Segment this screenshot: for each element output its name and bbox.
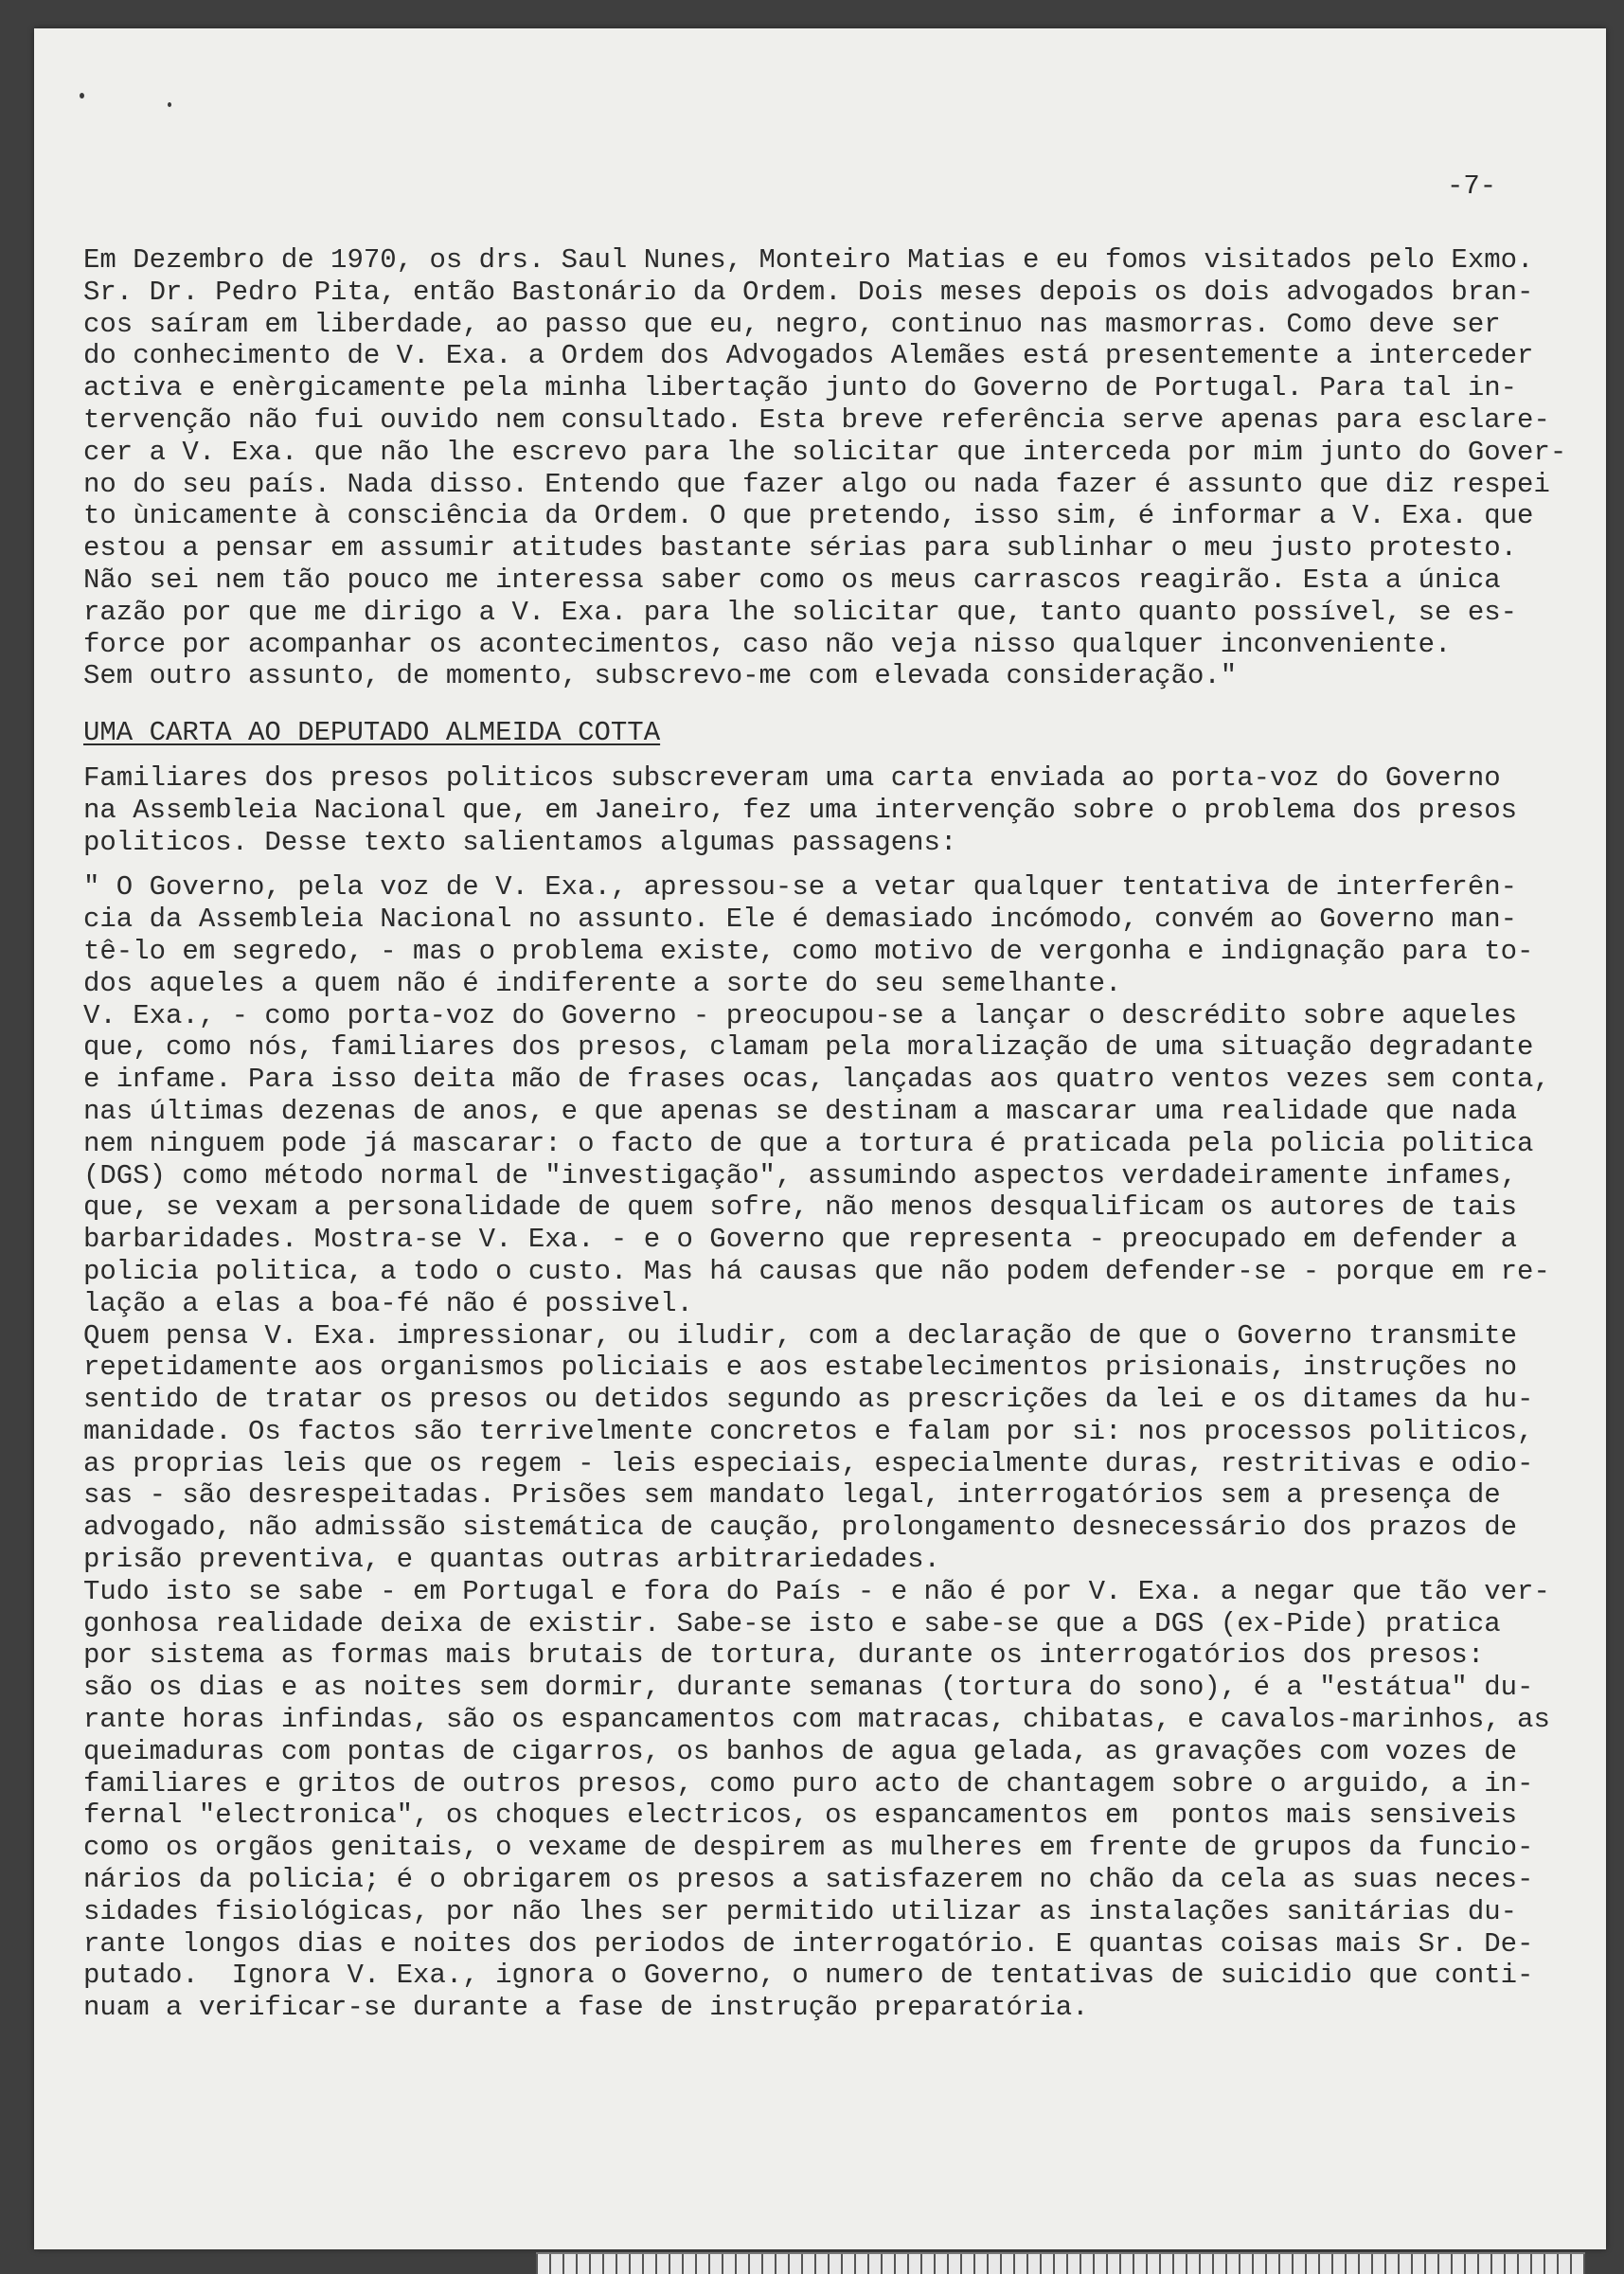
- text-line: sidades fisiológicas, por não lhes ser permitido utilizar as instalações sanitárias du-: [83, 1895, 1518, 1927]
- document-body: [83, 244, 1598, 2024]
- text-line: razão por que me dirigo a V. Exa. para lhe solicitar que, tanto quanto possível, se es-: [83, 596, 1518, 628]
- text-line: na Assembleia Nacional que, em Janeiro, fez uma intervenção sobre o problema dos presos: [83, 794, 1518, 826]
- text-line: repetidamente aos organismos policiais e aos estabelecimentos prisionais, instruções no: [83, 1352, 1518, 1384]
- text-line: force por acompanhar os acontecimentos, caso não veja nisso qualquer inconveniente.: [83, 628, 1452, 660]
- text-line: por sistema as formas mais brutais de tortura, durante os interrogatórios dos presos:: [83, 1639, 1485, 1672]
- text-line: sentido de tratar os presos ou detidos segundo as prescrições da lei e os ditames da hu-: [83, 1384, 1534, 1416]
- page-number: -7-: [1447, 170, 1497, 202]
- text-line: prisão preventiva, e quantas outras arbitrariedades.: [83, 1544, 940, 1576]
- text-line: advogado, não admissão sistemática de caução, prolongamento desnecessário dos prazos de: [83, 1512, 1518, 1544]
- text-line: nários da policia; é o obrigarem os presos a satisfazerem no chão da cela as suas neces-: [83, 1864, 1534, 1896]
- text-line: nas últimas dezenas de anos, e que apenas se destinam a mascarar uma realidade que nada: [83, 1095, 1518, 1127]
- text-line: cia da Assembleia Nacional no assunto. Ele é demasiado incómodo, convém ao Governo man-: [83, 904, 1518, 936]
- quoted-letter: [83, 871, 1598, 2024]
- text-line: nem ninguem pode já mascarar: o facto de que a tortura é praticada pela policia politica: [83, 1127, 1534, 1159]
- text-line: Em Dezembro de 1970, os drs. Saul Nunes, Monteiro Matias e eu fomos visitados pelo Exmo.: [83, 244, 1534, 276]
- text-line: tê-lo em segredo, - mas o problema existe, como motivo de vergonha e indignação para to-: [83, 935, 1534, 967]
- text-line: como os orgãos genitais, o vexame de despirem as mulheres em frente de grupos da funcio-: [83, 1832, 1534, 1864]
- scan-ruler: [536, 2252, 1585, 2274]
- text-line: que, como nós, familiares dos presos, clamam pela moralização de uma situação degradante: [83, 1031, 1534, 1064]
- text-line: Sem outro assunto, de momento, subscrevo-me com elevada consideração.": [83, 660, 1238, 692]
- text-line: Sr. Dr. Pedro Pita, então Bastonário da Ordem. Dois meses depois os dois advogados bran-: [83, 276, 1534, 308]
- paragraph-letter-end: [83, 244, 1598, 692]
- text-line: são os dias e as noites sem dormir, durante semanas (tortura do sono), é a "estátua" du-: [83, 1672, 1534, 1704]
- text-line: cos saíram em liberdade, ao passo que eu, negro, continuo nas masmorras. Como deve ser: [83, 308, 1501, 340]
- text-line: to ùnicamente à consciência da Ordem. O que pretendo, isso sim, é informar a V. Exa. que: [83, 500, 1534, 532]
- text-line: lação a elas a boa-fé não é possivel.: [83, 1287, 693, 1319]
- text-line: Familiares dos presos politicos subscreveram uma carta enviada ao porta-voz do Governo: [83, 761, 1501, 794]
- text-line: que, se vexam a personalidade de quem sofre, não menos desqualificam os autores de tais: [83, 1191, 1518, 1224]
- paragraph-intro: [83, 762, 1598, 858]
- text-line: queimaduras com pontas de cigarros, os banhos de agua gelada, as gravações com vozes de: [83, 1735, 1518, 1767]
- text-line: tervenção não fui ouvido nem consultado. Esta breve referência serve apenas para esclare-: [83, 403, 1550, 436]
- text-line: putado. Ignora V. Exa., ignora o Governo, o numero de tentativas de suicidio que conti-: [83, 1960, 1534, 1992]
- text-line: as proprias leis que os regem - leis especiais, especialmente duras, restritivas e odio-: [83, 1447, 1534, 1479]
- text-line: cer a V. Exa. que não lhe escrevo para lhe solicitar que interceda por mim junto do Gover-: [83, 436, 1567, 468]
- text-line: politicos. Desse texto salientamos algumas passagens:: [83, 826, 957, 858]
- text-line: rante longos dias e noites dos periodos de interrogatório. E quantas coisas mais Sr. De-: [83, 1927, 1534, 1960]
- section-heading: UMA CARTA AO DEPUTADO ALMEIDA COTTA: [83, 717, 661, 749]
- text-line: do conhecimento de V. Exa. a Ordem dos Advogados Alemães está presentemente a interceder: [83, 340, 1534, 372]
- text-line: policia politica, a todo o custo. Mas há causas que não podem defender-se - porque em re-: [83, 1255, 1550, 1287]
- text-line: rante horas infindas, são os espancamentos com matracas, chibatas, e cavalos-marinhos, as: [83, 1704, 1550, 1736]
- text-line: sas - são desrespeitadas. Prisões sem mandato legal, interrogatórios sem a presença de: [83, 1479, 1501, 1512]
- text-line: V. Exa., - como porta-voz do Governo - preocupou-se a lançar o descrédito sobre aqueles: [83, 999, 1518, 1031]
- text-line: Não sei nem tão pouco me interessa saber como os meus carrascos reagirão. Esta a única: [83, 564, 1501, 596]
- text-line: manidade. Os factos são terrivelmente concretos e falam por si: nos processos politicos,: [83, 1415, 1534, 1447]
- text-line: Quem pensa V. Exa. impressionar, ou iludir, com a declaração de que o Governo transmite: [83, 1319, 1518, 1352]
- text-line: (DGS) como método normal de "investigação", assumindo aspectos verdadeiramente infames,: [83, 1159, 1518, 1191]
- document-page: [34, 28, 1606, 2249]
- text-line: Tudo isto se sabe - em Portugal e fora do País - e não é por V. Exa. a negar que tão ver-: [83, 1575, 1550, 1607]
- text-line: familiares e gritos de outros presos, como puro acto de chantagem sobre o arguido, a in-: [83, 1767, 1534, 1800]
- text-line: dos aqueles a quem não é indiferente a sorte do seu semelhante.: [83, 967, 1122, 999]
- text-line: activa e enèrgicamente pela minha libertação junto do Governo de Portugal. Para tal in-: [83, 372, 1518, 404]
- text-line: estou a pensar em assumir atitudes bastante sérias para sublinhar o meu justo protesto.: [83, 532, 1518, 564]
- text-line: " O Governo, pela voz de V. Exa., apressou-se a vetar qualquer tentativa de interferên-: [83, 871, 1518, 904]
- text-line: e infame. Para isso deita mão de frases ocas, lançadas aos quatro ventos vezes sem conta,: [83, 1064, 1550, 1096]
- text-line: fernal "electronica", os choques electricos, os espancamentos em pontos mais sensiveis: [83, 1800, 1518, 1832]
- text-line: no do seu país. Nada disso. Entendo que fazer algo ou nada fazer é assunto que diz respei: [83, 468, 1550, 500]
- text-line: barbaridades. Mostra-se V. Exa. - e o Governo que representa - preocupado em defender a: [83, 1224, 1518, 1256]
- text-line: nuam a verificar-se durante a fase de instrução preparatória.: [83, 1992, 1089, 2024]
- text-line: gonhosa realidade deixa de existir. Sabe-se isto e sabe-se que a DGS (ex-Pide) pratica: [83, 1607, 1501, 1639]
